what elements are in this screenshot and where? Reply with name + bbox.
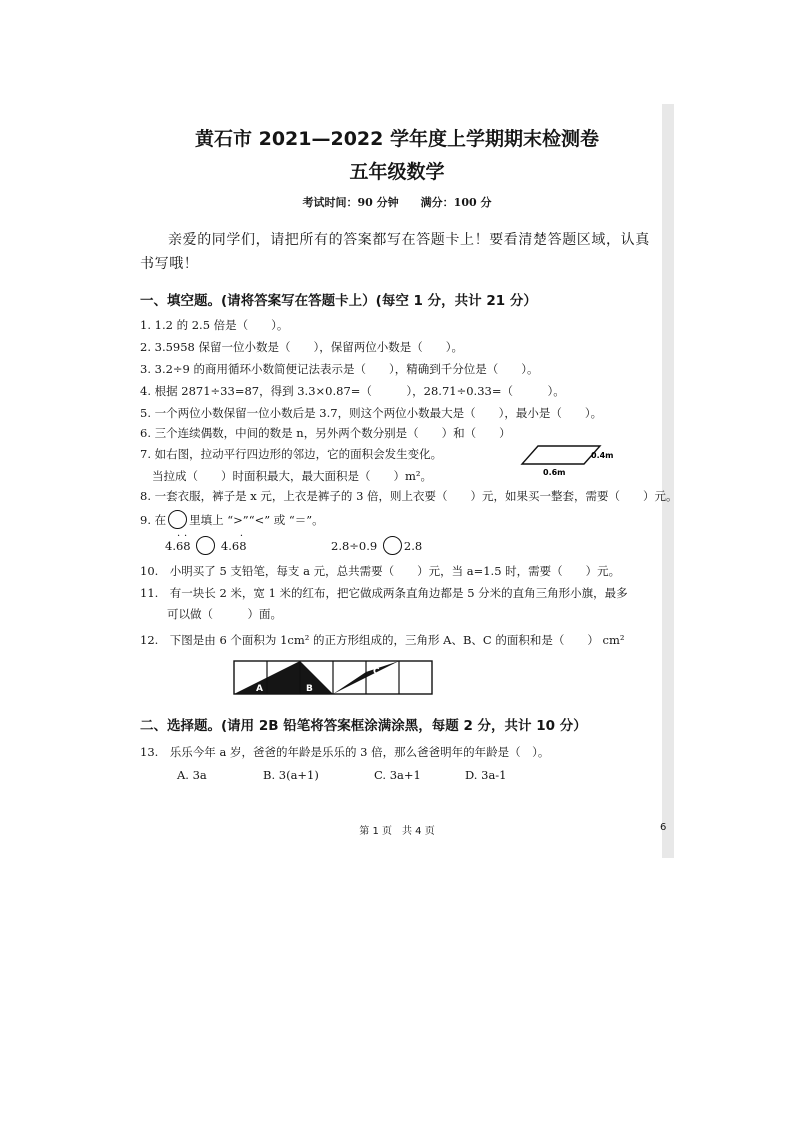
- comparison-b-left: 2.8÷0.9: [331, 539, 378, 553]
- question-4: 4. 根据 2871÷33=87，得到 3.3×0.87=（ ），28.71÷0.33=（ ）。: [140, 384, 565, 398]
- question-12: [140, 632, 625, 648]
- comparison-circle-icon: [168, 510, 187, 529]
- option-d[interactable]: D. 3a-1: [465, 768, 507, 782]
- option-c[interactable]: C. 3a+1: [374, 768, 421, 782]
- label-b: B: [306, 684, 313, 694]
- scan-edge-strip: [662, 104, 674, 858]
- question-6: 6. 三个连续偶数，中间的数是 n，另外两个数分别是（ ）和（ ）: [140, 426, 511, 440]
- question-12-text: 12. 下图是由 6 个面积为 1cm² 的正方形组成的，三角形 A、B、C 的面积和是（ ）: [140, 633, 599, 647]
- comparison-a-right: 4.68: [220, 539, 247, 553]
- question-11-line2: 可以做（ ）面。: [167, 607, 282, 621]
- question-3: 3. 3.2÷9 的商用循环小数简便记法表示是（ ），精确到千分位是（ ）。: [140, 362, 539, 376]
- question-8: 8. 一套衣服，裤子是 x 元，上衣是裤子的 3 倍，则上衣要（ ）元，如果买一整套，需要（ ）元。: [140, 489, 678, 503]
- edge-mark: 6: [660, 822, 667, 833]
- question-10: 10. 小明买了 5 支铅笔，每支 a 元，总共需要（ ）元，当 a=1.5 时，需要（ ）元。: [140, 564, 621, 578]
- question-9: [140, 510, 324, 529]
- question-1: 1. 1.2 的 2.5 倍是（ ）。: [140, 318, 289, 332]
- parallelogram-shape: [522, 446, 600, 464]
- section1-heading: 一、填空题。(请将答案写在答题卡上）(每空 1 分，共计 21 分）: [140, 293, 537, 309]
- triangle-b: [300, 661, 333, 694]
- exam-title: 黄石市 2021—2022 学年度上学期期末检测卷: [195, 128, 599, 150]
- intro-text: 亲爱的同学们，请把所有的答案都写在答题卡上！要看清楚答题区域，认真书写哦！: [140, 232, 650, 272]
- question-13: 13. 乐乐今年 a 岁，爸爸的年龄是乐乐的 3 倍，那么爸爸明年的年龄是（ ）。: [140, 745, 550, 759]
- question-7-line2: 当拉成（ ）时面积最大，最大面积是（ ）m²。: [152, 469, 433, 483]
- question-11-line1: 11. 有一块长 2 米，宽 1 米的红布，把它做成两条直角边都是 5 分米的直角三角形小旗，最多: [140, 586, 628, 600]
- exam-meta: [0, 194, 794, 210]
- answer-circle[interactable]: [383, 536, 402, 555]
- repeat-dot: ·: [177, 531, 181, 542]
- exam-time: 考试时间：90 分钟: [302, 196, 399, 209]
- repeat-dot: ·: [239, 531, 244, 542]
- question-7-line1: 7. 如右图，拉动平行四边形的邻边，它的面积会发生变化。: [140, 447, 443, 461]
- page-footer: 第 1 页 共 4 页: [359, 826, 435, 837]
- side-length-label: 0.4m: [591, 451, 614, 460]
- question-5: 5. 一个两位小数保留一位小数后是 3.7，则这个两位小数最大是（ ），最小是（ ）。: [140, 406, 603, 420]
- section2-heading: 二、选择题。(请用 2B 铅笔将答案框涂满涂黑，每题 2 分，共计 10 分）: [140, 718, 587, 734]
- label-c: C: [373, 667, 380, 677]
- exam-subtitle: 五年级数学: [349, 161, 445, 183]
- comparison-b: [331, 536, 422, 555]
- option-a[interactable]: A. 3a: [177, 768, 207, 782]
- label-a: A: [256, 684, 263, 694]
- repeating-decimal: [165, 531, 194, 553]
- exam-score: 满分：100 分: [420, 196, 492, 209]
- option-b[interactable]: B. 3(a+1): [263, 768, 319, 782]
- repeating-decimal: [220, 531, 247, 553]
- comparison-a: [165, 531, 247, 555]
- comparison-a-left: 4.68: [165, 539, 191, 553]
- question-9-prefix: 9. 在: [140, 513, 167, 527]
- squares-triangle-figure: [232, 658, 436, 696]
- base-length-label: 0.6m: [543, 468, 566, 477]
- answer-circle[interactable]: [196, 536, 215, 555]
- question-9-suffix: 里填上 “>”“<” 或 “＝”。: [189, 513, 324, 527]
- parallelogram-figure: [518, 440, 618, 478]
- question-2: 2. 3.5958 保留一位小数是（ ），保留两位小数是（ ）。: [140, 340, 464, 354]
- repeat-dot: ·: [184, 531, 188, 542]
- comparison-b-right: 2.8: [403, 539, 423, 553]
- question-12-unit: cm²: [602, 633, 625, 647]
